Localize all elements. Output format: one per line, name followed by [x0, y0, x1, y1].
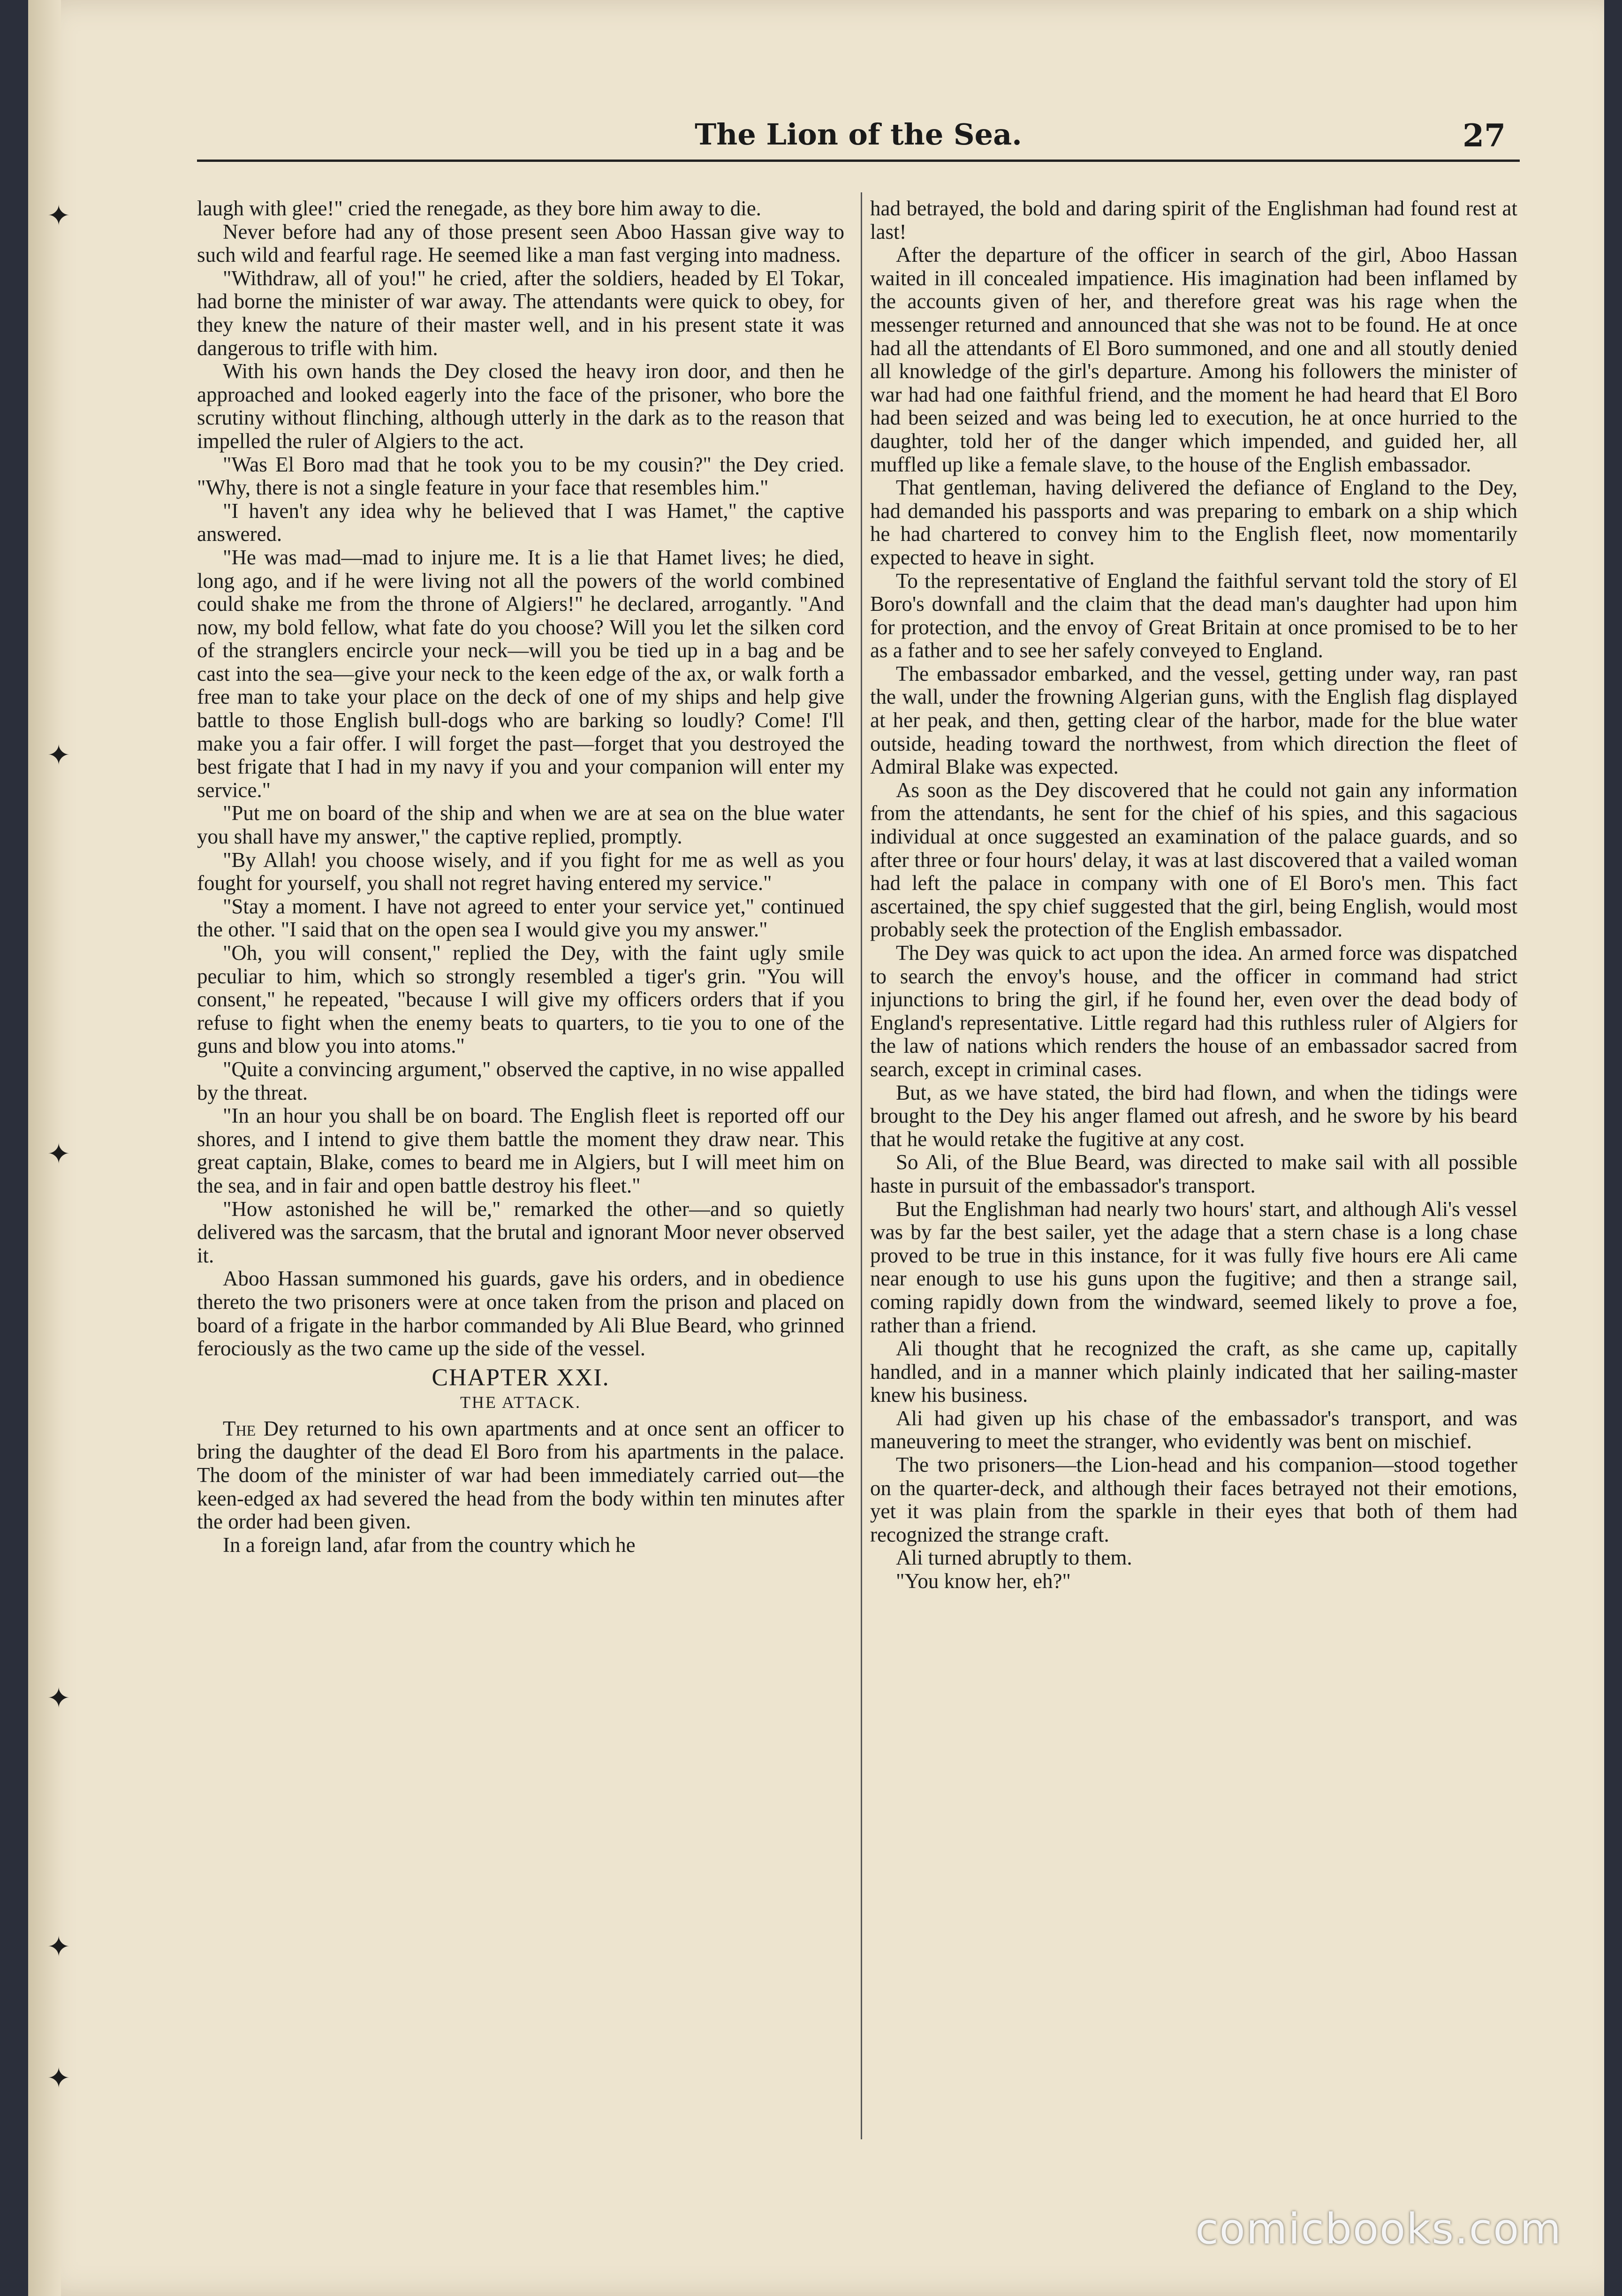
paragraph: So Ali, of the Blue Beard, was directed to make sail with all possible haste in pursuit of the embassador's transport.: [870, 1150, 1517, 1197]
paragraph: The embassador embarked, and the vessel, getting under way, ran past the wall, under the frowning Algerian guns, with the English flag displayed at her peak, and then, getting clear of the harbor, made for the blue water outside, heading toward the northwest, from which direction the fleet of Admiral Blake was expected.: [870, 661, 1517, 779]
stitch-icon: ✦: [47, 1682, 71, 1715]
chapter-opening-paragraph: [197, 1417, 844, 1534]
paragraph: "How astonished he will be," remarked the other—and so quietly delivered was the sarcasm, that the brutal and ignorant Moor never observed it.: [197, 1197, 844, 1267]
paragraph: But the Englishman had nearly two hours' start, and although Ali's vessel was by far the best sailer, yet the adage that a stern chase is a long chase proved to be true in this instance, for it was fully five hours ere Ali came near enough to use his guns upon the fugitive; and then a strange sail, coming rapidly down from the windward, seemed likely to prove a foe, rather than a friend.: [870, 1197, 1517, 1337]
paragraph: To the representative of England the faithful servant told the story of El Boro's downfall and the claim that the dead man's daughter had upon him for protection, and the envoy of Great Britain at once promised to be to her as a father and to see her safely conveyed to England.: [870, 569, 1517, 662]
paragraph: As soon as the Dey discovered that he could not gain any information from the attendants, he sent for the chief of his spies, and this sagacious individual at once suggested an examination of the palace guards, and so after three or four hours' delay, it was at last discovered that a vailed woman had left the palace in company with one of El Boro's men. This fact ascertained, the spy chief suggested that the girl, being English, would most probably seek the protection of the English embassador.: [870, 778, 1517, 942]
paragraph: But, as we have stated, the bird had flown, and when the tidings were brought to the Dey his anger flamed out afresh, and he swore by his beard that he would retake the fugitive at any cost.: [870, 1080, 1517, 1151]
paragraph: "I haven't any idea why he believed that I was Hamet," the captive answered.: [197, 499, 844, 546]
stitch-icon: ✦: [47, 199, 71, 232]
paragraph: Never before had any of those present seen Aboo Hassan give way to such wild and fearful rage. He seemed like a man fast verging into madness.: [197, 220, 844, 267]
paragraph: "Stay a moment. I have not agreed to enter your service yet," continued the other. "I said that on the open sea I would give you my answer.": [197, 894, 844, 942]
paragraph: "Quite a convincing argument," observed the captive, in no wise appalled by the threat.: [197, 1057, 844, 1104]
paragraph: "Was El Boro mad that he took you to be my cousin?" the Dey cried. "Why, there is not a single feature in your face that resembles him.": [197, 452, 844, 500]
column-divider: [861, 192, 862, 2139]
paragraph: That gentleman, having delivered the defiance of England to the Dey, had demanded his passports and was preparing to embark on a ship which he had chartered to convey him to the English fleet, now momentarily expected to heave in sight.: [870, 476, 1517, 569]
paragraph: After the departure of the officer in search of the girl, Aboo Hassan waited in ill concealed impatience. His imagination had been inflamed by the accounts given of her, and therefore great was his rage when the messenger returned and announced that she was not to be found. He at once had all the attendants of El Boro summoned, and one and all stoutly denied all knowledge of the girl's departure. Among his followers the minister of war had had one faithful friend, and the moment he had heard that El Boro had been seized and was being led to execution, he at once hurried to the daughter, told her of the danger which impended, and guided her, all muffled up like a female slave, to the house of the English embassador.: [870, 243, 1517, 476]
stitch-icon: ✦: [47, 739, 71, 772]
running-title: The Lion of the Sea.: [695, 117, 1022, 152]
paragraph: In a foreign land, afar from the country which he: [223, 1533, 636, 1557]
paragraph: Ali had given up his chase of the embassador's transport, and was maneuvering to meet the stranger, who evidently was bent on mischief.: [870, 1406, 1517, 1453]
watermark: comicbooks.com: [1195, 2205, 1562, 2254]
chapter-opening-text: Dey returned to his own apartments and at once sent an officer to bring the daughter of the dead El Boro from his apartments in the palace. The doom of the minister of war had been immediately carried out—the keen-edged ax had severed the head from the body within ten minutes after the order had been given.: [197, 1416, 844, 1534]
paragraph: "By Allah! you choose wisely, and if you fight for me as well as you fought for yourself, you shall not regret having entered my service.": [197, 848, 844, 895]
paragraph: "He was mad—mad to injure me. It is a lie that Hamet lives; he died, long ago, and if he were living not all the powers of the world combined could shake me from the throne of Algiers!" he declared, arrogantly. "And now, my bold fellow, what fate do you choose? Will you let the silken cord of the stranglers encircle your neck—will you be tied up in a bag and be cast into the sea—give your neck to the keen edge of the ax, or walk forth a free man to take your place on the deck of one of my ships and help give battle to those English bull-dogs who are barking so loudly? Come! I'll make you a fair offer. I will forget the past—forget that you destroyed the best frigate that I had in my navy if you and your companion will enter my service.": [197, 545, 844, 802]
paragraph: Ali turned abruptly to them.: [896, 1546, 1132, 1570]
right-column: [870, 197, 1517, 2182]
paragraph: had betrayed, the bold and daring spirit of the Englishman had found rest at last!: [870, 197, 1517, 243]
book-page: [28, 0, 1604, 2296]
left-paragraphs: [197, 197, 844, 1361]
drop-word: The: [223, 1416, 256, 1440]
left-paragraphs-after: [197, 1534, 844, 1557]
stitch-icon: ✦: [47, 1138, 71, 1171]
paragraph: With his own hands the Dey closed the heavy iron door, and then he approached and looked eagerly into the face of the prisoner, who bore the scrutiny without flinching, although utterly in the dark as to the reason that impelled the ruler of Algiers to the act.: [197, 359, 844, 453]
paragraph: "Withdraw, all of you!" he cried, after the soldiers, headed by El Tokar, had borne the minister of war away. The attendants were quick to obey, for they knew the nature of their master well, and in his present state it was dangerous to trifle with him.: [197, 266, 844, 360]
paragraph: "Oh, you will consent," replied the Dey, with the faint ugly smile peculiar to him, which so strongly resembled a tiger's grin. "You will consent," he repeated, "because I will give my officers orders that if you refuse to fight when the enemy beats to quarters, to tie you to one of the guns and blow you into atoms.": [197, 941, 844, 1058]
chapter-subheading: THE ATTACK.: [460, 1393, 582, 1412]
paragraph: Ali thought that he recognized the craft, as she came up, capitally handled, and in a manner which plainly indicated that her sailing-master knew his business.: [870, 1337, 1517, 1407]
page-number: 27: [1463, 117, 1506, 154]
paragraph: "You know her, eh?": [896, 1569, 1071, 1593]
right-paragraphs: [870, 197, 1517, 1593]
paragraph: Aboo Hassan summoned his guards, gave his orders, and in obedience thereto the two prisoners were at once taken from the prison and placed on board of a frigate in the harbor commanded by Ali Blue Beard, who grinned ferociously as the two came up the side of the vessel.: [197, 1267, 844, 1361]
paragraph: The Dey was quick to act upon the idea. An armed force was dispatched to search the envoy's house, and the officer in command had strict injunctions to bring the girl, if he found her, even over the dead body of England's representative. Little regard had this ruthless ruler of Algiers for the law of nations which renders the house of an embassador sacred from search, except in criminal cases.: [870, 941, 1517, 1081]
paragraph: laugh with glee!" cried the renegade, as they bore him away to die.: [197, 197, 761, 220]
stitch-icon: ✦: [47, 1931, 71, 1963]
paragraph: "Put me on board of the ship and when we are at sea on the blue water you shall have my answer," the captive replied, promptly.: [197, 801, 844, 849]
stitch-icon: ✦: [47, 2062, 71, 2095]
chapter-heading: CHAPTER XXI.: [432, 1364, 610, 1391]
paragraph: The two prisoners—the Lion-head and his companion—stood together on the quarter-deck, and although their faces betrayed not their emotions, yet it was plain from the sparkle in their eyes that both of them had recognized the strange craft.: [870, 1453, 1517, 1546]
page-header: [197, 117, 1520, 162]
left-column: [197, 197, 844, 2182]
paragraph: "In an hour you shall be on board. The English fleet is reported off our shores, and I intend to give them battle the moment they draw near. This great captain, Blake, comes to beard me in Algiers, but I will meet him on the sea, and in fair and open battle destroy his fleet.": [197, 1104, 844, 1197]
